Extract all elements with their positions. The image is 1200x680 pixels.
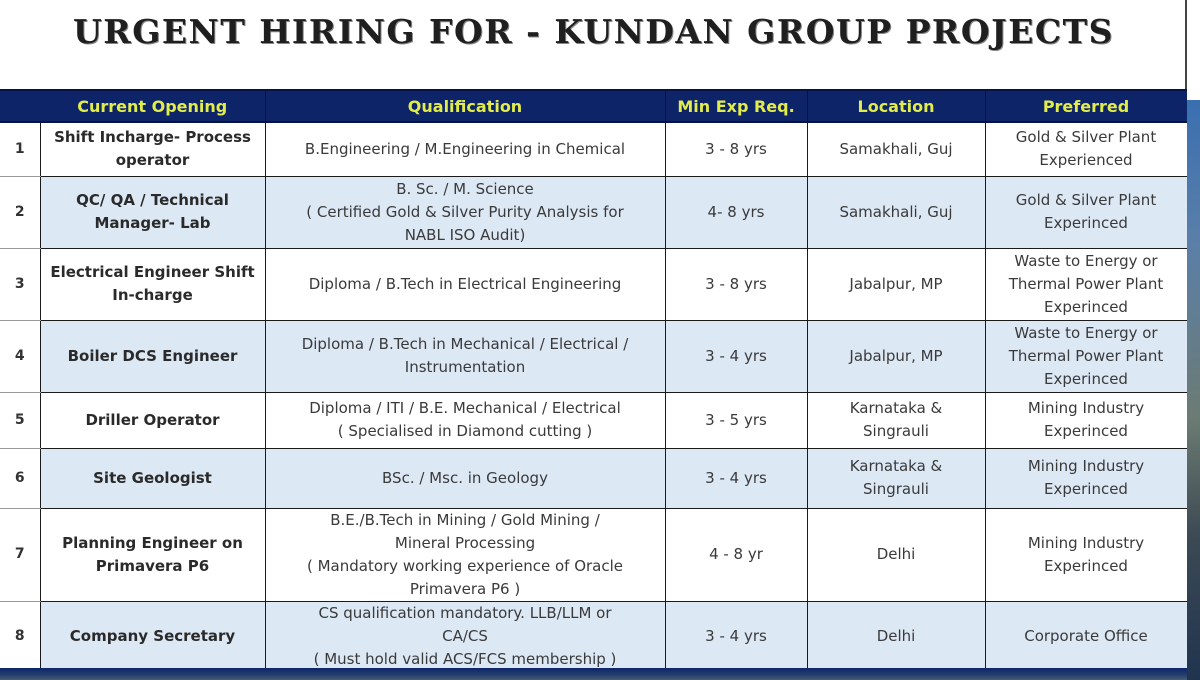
qualification-cell-line: B. Sc. / M. Science [396, 179, 534, 198]
preferred-cell-line: Mining Industry [1027, 533, 1145, 552]
table-row [0, 601, 1187, 671]
qualification-cell-line: Mineral Processing [394, 533, 536, 552]
table-body [0, 122, 1187, 671]
location-cell-line: Samakhali, Guj [839, 202, 953, 221]
preferred-cell-line: Waste to Energy or [1014, 323, 1158, 342]
row-number: 8 [0, 601, 40, 671]
qualification-cell-line: BSc. / Msc. in Geology [382, 468, 548, 487]
qualification-cell-line: Primavera P6 ) [409, 579, 521, 598]
min-exp-cell: 4- 8 yrs [665, 176, 807, 248]
preferred-cell-line: Experinced [1044, 480, 1128, 498]
qualification-cell-line: ( Mandatory working experience of Oracle [306, 556, 624, 575]
header-min-exp: Min Exp Req. [665, 90, 807, 122]
current-opening-cell-line: Shift Incharge- Process [54, 128, 251, 147]
header-number [0, 90, 40, 122]
openings-table [0, 89, 1188, 672]
preferred-cell-line: Experinced [1044, 369, 1128, 388]
preferred-cell [985, 448, 1187, 508]
location-cell [807, 122, 985, 176]
header-location: Location [807, 90, 985, 122]
row-number: 4 [0, 320, 40, 392]
current-opening-cell-line: QC/ QA / Technical [76, 191, 229, 209]
qualification-cell [265, 508, 665, 601]
preferred-cell-line: Gold & Silver Plant [1015, 128, 1157, 147]
table-row [0, 176, 1187, 248]
location-cell [807, 508, 985, 601]
qualification-cell [265, 392, 665, 448]
location-cell-line: Karnataka & [849, 457, 943, 475]
preferred-cell-line: Experinced [1044, 214, 1128, 232]
current-opening-cell-line: Planning Engineer on [62, 533, 243, 552]
current-opening-cell [40, 392, 265, 448]
preferred-cell [985, 601, 1187, 671]
current-opening-cell-line: Driller Operator [85, 410, 220, 429]
current-opening-cell-line: Company Secretary [69, 626, 236, 645]
preferred-cell [985, 320, 1187, 392]
preferred-cell-line: Waste to Energy or [1014, 251, 1158, 270]
current-opening-cell-line: Primavera P6 [95, 556, 210, 575]
current-opening-cell [40, 508, 265, 601]
current-opening-cell [40, 601, 265, 671]
location-cell [807, 448, 985, 508]
preferred-cell [985, 176, 1187, 248]
current-opening-cell [40, 176, 265, 248]
min-exp-cell: 3 - 8 yrs [665, 122, 807, 176]
qualification-cell [265, 176, 665, 248]
current-opening-cell [40, 248, 265, 320]
poster-title: URGENT HIRING FOR - KUNDAN GROUP PROJECTS [73, 12, 1114, 51]
location-cell-line: Samakhali, Guj [839, 139, 953, 158]
preferred-cell-line: Experinced [1044, 556, 1128, 575]
qualification-cell [265, 248, 665, 320]
table-row [0, 320, 1187, 392]
preferred-cell [985, 248, 1187, 320]
min-exp-cell: 4 - 8 yr [665, 508, 807, 601]
row-number: 3 [0, 248, 40, 320]
current-opening-cell-line: Boiler DCS Engineer [67, 346, 238, 365]
preferred-cell [985, 392, 1187, 448]
header-current-opening: Current Opening [40, 90, 265, 122]
row-number: 1 [0, 122, 40, 176]
preferred-cell [985, 122, 1187, 176]
preferred-cell-line: Thermal Power Plant [1008, 274, 1164, 293]
min-exp-cell: 3 - 4 yrs [665, 601, 807, 671]
row-number: 6 [0, 448, 40, 508]
preferred-cell-line: Experinced [1044, 297, 1128, 316]
min-exp-cell: 3 - 8 yrs [665, 248, 807, 320]
location-cell-line: Singrauli [863, 480, 929, 498]
qualification-cell [265, 122, 665, 176]
min-exp-cell: 3 - 4 yrs [665, 320, 807, 392]
preferred-cell-line: Experinced [1044, 422, 1128, 440]
preferred-cell-line: Mining Industry [1027, 399, 1145, 417]
preferred-cell-line: Experienced [1039, 151, 1133, 170]
right-edge-top [1187, 0, 1200, 100]
qualification-cell-line: B.Engineering / M.Engineering in Chemical [304, 139, 626, 158]
preferred-cell [985, 508, 1187, 601]
table-row [0, 122, 1187, 176]
min-exp-cell: 3 - 5 yrs [665, 392, 807, 448]
current-opening-cell-line: Electrical Engineer Shift [50, 263, 255, 281]
qualification-cell-line: ( Must hold valid ACS/FCS membership ) [313, 649, 617, 668]
current-opening-cell [40, 448, 265, 508]
location-cell-line: Singrauli [863, 422, 929, 440]
row-number: 5 [0, 392, 40, 448]
current-opening-cell-line: Site Geologist [93, 468, 212, 487]
qualification-cell-line: CS qualification mandatory. LLB/LLM or [318, 603, 612, 622]
row-number: 7 [0, 508, 40, 601]
bottom-band [0, 668, 1187, 680]
location-cell [807, 248, 985, 320]
location-cell [807, 392, 985, 448]
qualification-cell [265, 320, 665, 392]
table-row [0, 392, 1187, 448]
qualification-cell-line: B.E./B.Tech in Mining / Gold Mining / [330, 510, 600, 529]
qualification-cell-line: ( Certified Gold & Silver Purity Analysis for [306, 202, 624, 221]
location-cell [807, 320, 985, 392]
qualification-cell-line: Diploma / ITI / B.E. Mechanical / Electrical [309, 399, 621, 417]
current-opening-cell [40, 320, 265, 392]
current-opening-cell [40, 122, 265, 176]
table-row [0, 448, 1187, 508]
location-cell-line: Karnataka & [849, 399, 943, 417]
table-row [0, 508, 1187, 601]
current-opening-cell-line: Manager- Lab [94, 214, 211, 232]
preferred-cell-line: Corporate Office [1024, 626, 1148, 645]
location-cell-line: Jabalpur, MP [849, 346, 943, 365]
location-cell [807, 601, 985, 671]
location-cell [807, 176, 985, 248]
current-opening-cell-line: operator [115, 151, 190, 170]
qualification-cell-line: Diploma / B.Tech in Electrical Engineering [308, 274, 622, 293]
current-opening-cell-line: In-charge [112, 286, 193, 304]
qualification-cell-line: CA/CS [442, 626, 488, 645]
table-header-row [0, 90, 1187, 122]
row-number: 2 [0, 176, 40, 248]
table-row [0, 248, 1187, 320]
header-preferred: Preferred [985, 90, 1187, 122]
right-edge-strip [1187, 100, 1200, 680]
qualification-cell-line: NABL ISO Audit) [404, 225, 526, 244]
preferred-cell-line: Mining Industry [1027, 457, 1145, 475]
qualification-cell-line: Diploma / B.Tech in Mechanical / Electrical / [301, 335, 629, 353]
qualification-cell [265, 448, 665, 508]
preferred-cell-line: Gold & Silver Plant [1015, 191, 1157, 209]
qualification-cell-line: ( Specialised in Diamond cutting ) [337, 422, 593, 440]
location-cell-line: Jabalpur, MP [849, 274, 943, 293]
location-cell-line: Delhi [876, 626, 916, 645]
qualification-cell [265, 601, 665, 671]
preferred-cell-line: Thermal Power Plant [1008, 346, 1164, 365]
location-cell-line: Delhi [876, 545, 916, 563]
qualification-cell-line: Instrumentation [404, 358, 526, 376]
header-qualification: Qualification [265, 90, 665, 122]
min-exp-cell: 3 - 4 yrs [665, 448, 807, 508]
